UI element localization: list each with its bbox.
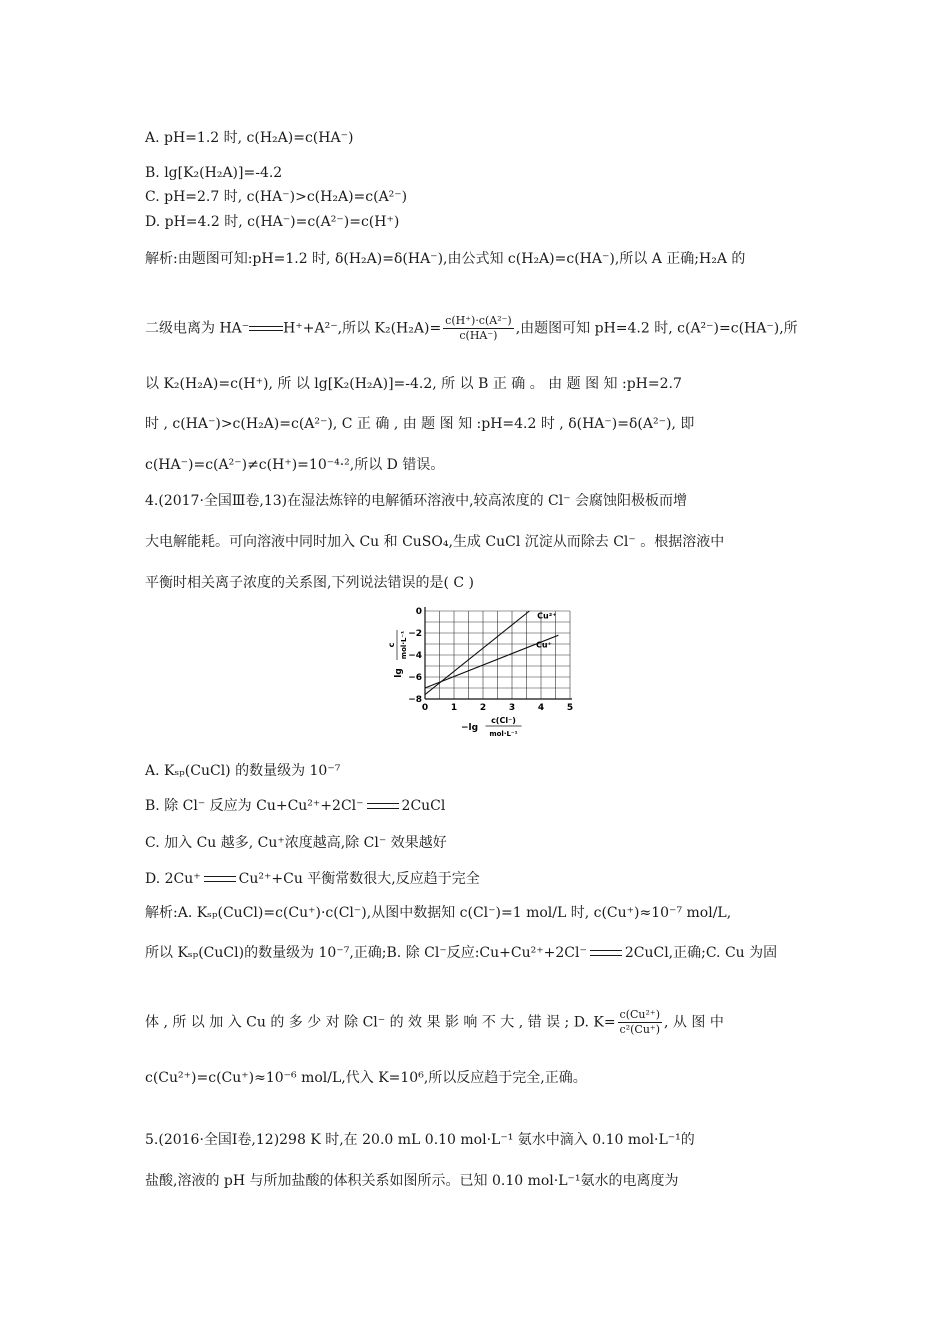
q4-stem-line-3: 平衡时相关离子浓度的关系图,下列说法错误的是( C )	[145, 575, 474, 591]
fraction-numerator: c(Cu²⁺)	[619, 1008, 661, 1021]
y-tick-label: −4	[408, 651, 422, 661]
q5-stem-line-2: 盐酸,溶液的 pH 与所加盐酸的体积关系如图所示。已知 0.10 mol·L⁻¹氨水的电离度为	[145, 1173, 679, 1189]
q4-analysis-line-2	[145, 943, 777, 963]
q4-analysis-line-3	[145, 1008, 724, 1037]
x-tick-label: 2	[479, 703, 487, 713]
chart-grid	[425, 611, 570, 699]
series-label: Cu⁺	[536, 640, 552, 650]
q3-analysis-line-3: 以 K₂(H₂A)=c(H⁺), 所 以 lg[K₂(H₂A)]=-4.2, 所 以 B 正 确 。 由 题 图 知 :pH=2.7	[145, 376, 682, 392]
fraction-numerator: c(H⁺)·c(A²⁻)	[445, 314, 512, 327]
chart-series	[425, 611, 558, 695]
q4-stem-line-1: 4.(2017·全国Ⅲ卷,13)在湿法炼锌的电解循环溶液中,较高浓度的 Cl⁻ 会腐蚀阳极板而增	[145, 493, 688, 509]
chart-ticks	[408, 607, 573, 713]
chart-axes	[425, 607, 572, 699]
k-fraction	[618, 1008, 662, 1037]
q4-analysis-line-4: c(Cu²⁺)=c(Cu⁺)≈10⁻⁶ mol/L,代入 K=10⁶,所以反应趋于完全,正确。	[145, 1070, 587, 1086]
x-tick-label: 1	[450, 703, 458, 713]
q4-stem-line-2: 大电解能耗。可向溶液中同时加入 Cu 和 CuSO₄,生成 CuCl 沉淀从而除去 Cl⁻ 。根据溶液中	[145, 534, 725, 550]
q4-option-a: A. Kₛₚ(CuCl) 的数量级为 10⁻⁷	[145, 763, 341, 779]
q3-analysis-text: H⁺+A²⁻,所以 K₂(H₂A)=	[283, 320, 442, 337]
q3-option-d: D. pH=4.2 时, c(HA⁻)=c(A²⁻)=c(H⁺)	[145, 214, 400, 230]
q4-analysis-line-1: 解析:A. Kₛₚ(CuCl)=c(Cu⁺)·c(Cl⁻),从图中数据知 c(Cl⁻)=1 mol/L 时, c(Cu⁺)≈10⁻⁷ mol/L,	[145, 905, 732, 921]
y-axis-label-denominator: mol·L⁻¹	[400, 630, 408, 660]
q4-option-b-text: B. 除 Cl⁻ 反应为 Cu+Cu²⁺+2Cl⁻	[145, 798, 364, 814]
x-tick-label: 5	[566, 703, 574, 713]
q4-analysis-text: , 从 图 中	[664, 1014, 724, 1031]
q4-option-d-text: D. 2Cu⁺	[145, 871, 201, 887]
x-axis-label	[461, 716, 522, 738]
q4-option-c: C. 加入 Cu 越多, Cu⁺浓度越高,除 Cl⁻ 效果越好	[145, 835, 447, 851]
concentration-chart	[375, 603, 585, 741]
equals-arrow-icon	[204, 876, 236, 882]
k2-fraction	[443, 314, 514, 343]
y-axis-label-numerator: c	[387, 642, 396, 648]
y-tick-label: −6	[408, 673, 422, 683]
x-axis-label-prefix: −lg	[460, 723, 479, 733]
x-axis-label-denominator: mol·L⁻¹	[489, 730, 518, 738]
q3-option-b: B. lg[K₂(H₂A)]=-4.2	[145, 165, 283, 181]
equals-arrow-icon	[367, 803, 399, 809]
q3-analysis-text: ,由题图可知 pH=4.2 时, c(A²⁻)=c(HA⁻),所	[515, 320, 798, 337]
q3-analysis-line-1: 解析:由题图可知:pH=1.2 时, δ(H₂A)=δ(HA⁻),由公式知 c(H₂A)=c(HA⁻),所以 A 正确;H₂A 的	[145, 251, 746, 267]
q4-option-b-product: 2CuCl	[401, 798, 446, 814]
q4-option-d	[145, 869, 480, 889]
y-tick-label: −8	[408, 695, 422, 705]
fraction-denominator: c(HA⁻)	[459, 329, 498, 342]
x-tick-label: 4	[537, 703, 545, 713]
x-tick-label: 3	[508, 703, 516, 713]
y-tick-label: 0	[415, 607, 422, 617]
q4-option-d-text: Cu²⁺+Cu 平衡常数很大,反应趋于完全	[238, 871, 480, 887]
q3-analysis-line-4: 时 , c(HA⁻)>c(H₂A)=c(A²⁻), C 正 确 , 由 题 图 知 :pH=4.2 时 , δ(HA⁻)=δ(A²⁻), 即	[145, 416, 695, 432]
q4-analysis-text: 所以 Kₛₚ(CuCl)的数量级为 10⁻⁷,正确;B. 除 Cl⁻反应:Cu+Cu²⁺+2Cl⁻	[145, 945, 587, 961]
y-axis-label	[387, 630, 408, 678]
q3-analysis-line-5: c(HA⁻)=c(A²⁻)≠c(H⁺)=10⁻⁴·²,所以 D 错误。	[145, 457, 445, 473]
q4-analysis-text: 体 , 所 以 加 入 Cu 的 多 少 对 除 Cl⁻ 的 效 果 影 响 不 大 , 错 误 ; D. K=	[145, 1014, 616, 1031]
q4-option-b	[145, 796, 445, 816]
q4-analysis-text: 2CuCl,正确;C. Cu 为固	[624, 945, 778, 961]
y-axis-label-prefix: lg	[394, 668, 404, 678]
equals-arrow-icon	[590, 950, 622, 956]
y-tick-label: −2	[408, 629, 422, 639]
q3-analysis-text: 二级电离为 HA⁻	[145, 320, 250, 337]
x-axis-label-numerator: c(Cl⁻)	[491, 716, 516, 725]
q3-analysis-line-2	[145, 314, 798, 343]
q5-stem-line-1: 5.(2016·全国Ⅰ卷,12)298 K 时,在 20.0 mL 0.10 mol·L⁻¹ 氨水中滴入 0.10 mol·L⁻¹的	[145, 1132, 695, 1148]
q3-option-c: C. pH=2.7 时, c(HA⁻)>c(H₂A)=c(A²⁻)	[145, 189, 408, 205]
series-label: Cu²⁺	[537, 611, 557, 621]
equilibrium-arrow-icon	[249, 325, 283, 333]
x-tick-label: 0	[421, 703, 429, 713]
q3-option-a: A. pH=1.2 时, c(H₂A)=c(HA⁻)	[145, 130, 354, 146]
fraction-denominator: c²(Cu⁺)	[619, 1023, 661, 1036]
